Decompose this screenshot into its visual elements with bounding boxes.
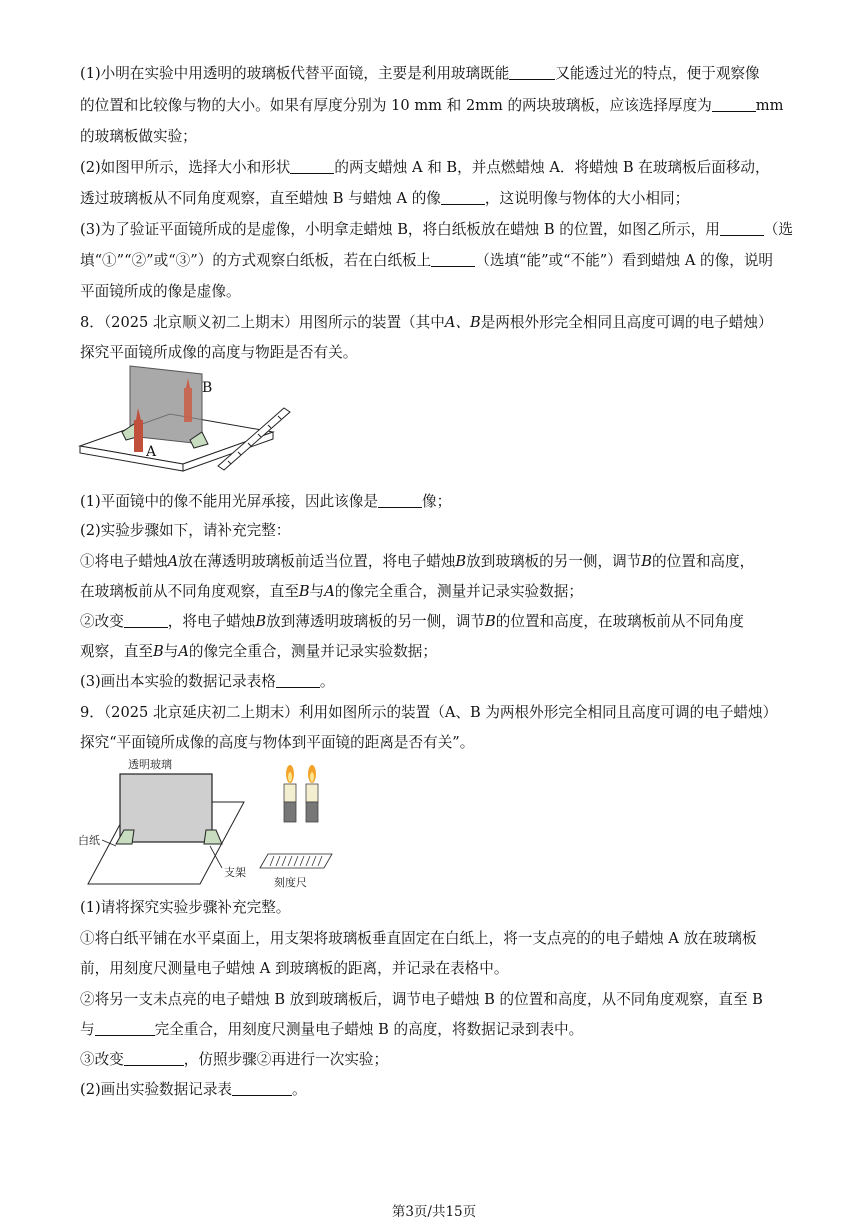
page-footer: 第3页/共15页: [391, 1204, 477, 1220]
text: A: [324, 583, 335, 600]
text: 的位置和高度，在玻璃板前从不同角度: [495, 613, 744, 630]
text: (2)如图甲所示，选择大小和形状: [80, 159, 291, 176]
text: B: [152, 643, 164, 660]
q9-header-line2: 探究“平面镜所成像的高度与物体到平面镜的距离是否有关”。: [80, 734, 475, 751]
text: A: [167, 553, 179, 570]
text: ③改变: [80, 1051, 124, 1068]
text: 在玻璃板前从不同角度观察，直至: [80, 583, 299, 600]
answer-blank: [95, 1021, 155, 1036]
q9-s2: ①将白纸平铺在水平桌面上，用支架将玻璃板垂直固定在白纸上，将一支点亮的的电子蜡烛 A 放在玻璃板: [80, 930, 757, 947]
q8-figure: [78, 362, 298, 474]
text: (3)为了验证平面镜所成的是虚像，小明拿走蜡烛 B，将白纸板放在蜡烛 B 的位置，如图乙所示，用: [80, 221, 720, 238]
text: 是两根外形完全相同且高度可调的电子蜡烛）: [480, 314, 773, 331]
label-paper: 白纸: [78, 834, 100, 847]
text: 透过玻璃板从不同角度观察，直至蜡烛 B 与蜡烛 A 的像: [80, 190, 441, 207]
answer-blank: [712, 97, 756, 112]
label-b: B: [202, 380, 213, 396]
q8-s7: [80, 672, 334, 692]
q7-p3-line3: 平面镜所成的像是虚像。: [80, 283, 241, 300]
text: B: [298, 583, 310, 600]
text: 的位置和高度，: [652, 553, 755, 570]
answer-blank: [290, 159, 334, 174]
q7-p1-line3: 的玻璃板做实验；: [80, 128, 197, 145]
text: ①将电子蜡烛: [80, 553, 168, 570]
candle-right: [306, 765, 318, 822]
text: ，仿照步骤②再进行一次实验；: [183, 1051, 389, 1068]
text: B: [455, 553, 467, 570]
q7-p1-line2: [80, 96, 783, 116]
label-glass: 透明玻璃: [128, 758, 172, 771]
q9-figure: [78, 756, 342, 890]
answer-blank: [441, 190, 485, 205]
text: （选填“能”或“不能”）看到蜡烛 A 的像，说明: [475, 252, 774, 269]
label-ruler: 刻度尺: [274, 876, 307, 889]
text: B: [485, 613, 496, 630]
q9-s5: [80, 1020, 583, 1040]
text: 的两支蜡烛 A 和 B，并点燃蜡烛 A．将蜡烛 B 在玻璃板后面移动，: [334, 159, 770, 176]
text: 的位置和比较像与物的大小。如果有厚度分别为 10 mm 和 2mm 的两块玻璃板，应该选择厚度为: [80, 97, 712, 114]
answer-blank: [720, 221, 764, 236]
text: 放在薄透明玻璃板前适当位置，将电子蜡烛: [178, 553, 456, 570]
ruler: [260, 854, 332, 868]
text: ，将电子蜡烛: [167, 613, 256, 630]
q9-s1: (1)请将探究实验步骤补充完整。: [80, 899, 291, 916]
q8-s5: [80, 612, 744, 632]
text: 8．（2025 北京顺义初二上期末）用图所示的装置（其中: [80, 314, 445, 331]
text: 与: [163, 643, 179, 660]
text: (3)画出本实验的数据记录表格: [80, 673, 276, 690]
text: 观察，直至: [80, 643, 153, 660]
q7-p1-line1: [80, 64, 760, 84]
q8-s4: [80, 582, 583, 602]
q9-header-line1: 9．（2025 北京延庆初二上期末）利用如图所示的装置（A、B 为两根外形完全相同且高度可调的电子蜡烛）: [80, 704, 778, 721]
text: B: [641, 553, 653, 570]
q7-p3-line1: [80, 220, 793, 240]
q8-s2: (2)实验步骤如下，请补充完整：: [80, 522, 291, 539]
text: 。: [292, 1081, 307, 1098]
candle-a: [134, 420, 143, 452]
text: ，这说明像与物体的大小相同；: [484, 190, 690, 207]
text: (2)画出实验数据记录表: [80, 1081, 233, 1098]
q9-s4: ②将另一支未点亮的电子蜡烛 B 放到玻璃板后，调节电子蜡烛 B 的位置和高度，从不同角度观察，直至 B: [80, 991, 763, 1008]
text: A、B: [444, 314, 481, 331]
q7-p3-line2: [80, 251, 773, 271]
text: mm: [755, 97, 784, 114]
answer-blank: [124, 1051, 184, 1066]
text: B: [255, 613, 267, 630]
answer-blank: [124, 613, 168, 628]
answer-blank: [378, 493, 422, 508]
q7-p2-line1: [80, 158, 770, 178]
text: 像；: [421, 493, 452, 510]
text: 的像完全重合，测量并记录实验数据；: [188, 643, 437, 660]
text: A: [178, 643, 189, 660]
answer-blank: [431, 252, 475, 267]
q8-s1: [80, 492, 451, 512]
text: 又能透过光的特点，便于观察像: [555, 65, 760, 82]
q8-header-line1: [80, 313, 773, 333]
text: 填“①”“②”或“③”）的方式观察白纸板，若在白纸板上: [80, 252, 432, 269]
text: 与: [309, 583, 325, 600]
text: 。: [319, 673, 335, 690]
text: ②改变: [80, 613, 124, 630]
q8-s6: [80, 642, 437, 662]
text: 的像完全重合，测量并记录实验数据；: [334, 583, 583, 600]
candle-b: [184, 388, 192, 422]
q9-s6: [80, 1050, 388, 1070]
text: (1)小明在实验中用透明的玻璃板代替平面镜，主要是利用玻璃既能: [80, 65, 510, 82]
q8-header-line2: 探究平面镜所成像的高度与物距是否有关。: [80, 344, 358, 361]
text: (1)平面镜中的像不能用光屏承接，因此该像是: [80, 493, 378, 510]
text: 完全重合，用刻度尺测量电子蜡烛 B 的高度，将数据记录到表中。: [154, 1021, 584, 1038]
answer-blank: [232, 1081, 292, 1096]
label-stand: 支架: [224, 866, 246, 879]
q9-s7: [80, 1080, 307, 1100]
answer-blank: [276, 673, 320, 688]
q7-p2-line2: [80, 189, 689, 209]
text: 放到薄透明玻璃板的另一侧，调节: [266, 613, 486, 630]
candle-left: [284, 765, 296, 822]
text: 放到玻璃板的另一侧，调节: [466, 553, 642, 570]
answer-blank: [509, 65, 555, 80]
text: （选: [763, 221, 793, 238]
label-a: A: [146, 444, 157, 460]
q8-s3: [80, 552, 754, 572]
text: 与: [80, 1021, 95, 1038]
q9-s3: 前，用刻度尺测量电子蜡烛 A 到玻璃板的距离，并记录在表格中。: [80, 960, 509, 977]
